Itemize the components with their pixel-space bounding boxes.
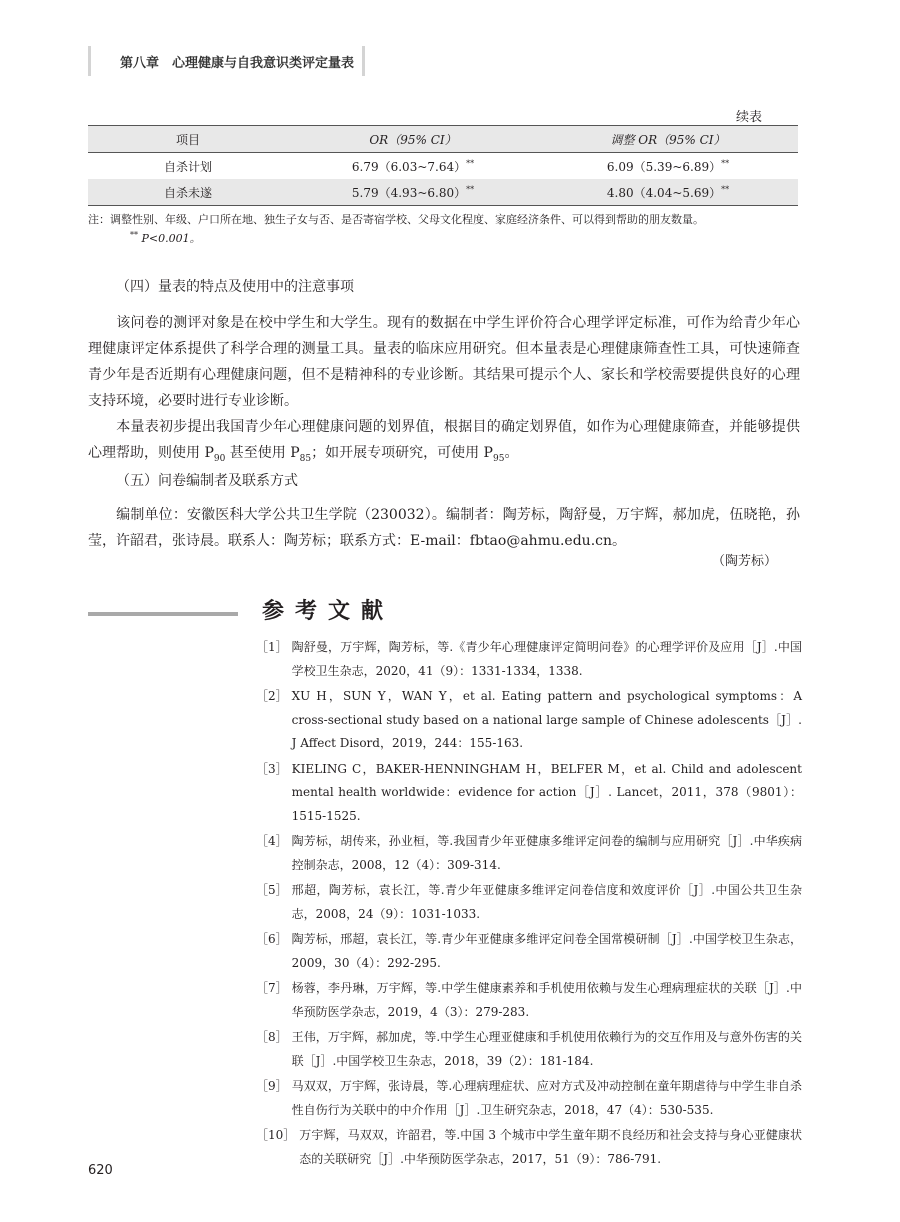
chapter-title: 第八章 心理健康与自我意识类评定量表 [120, 56, 355, 71]
reference-number: ［4］ [256, 834, 288, 848]
reference-text: 邢超，陶芳标，袁长江，等.青少年亚健康多维评定问卷信度和效度评价［J］.中国公共卫生杂志，2008，24（9）：1031-1033. [291, 883, 802, 921]
list-item [256, 830, 802, 877]
reference-number: ［2］ [256, 689, 288, 703]
reference-text: XU H，SUN Y，WAN Y，et al. Eating pattern and psychological symptoms：A cross-sectional study based on a national large sample of Chinese adolescents［J］. J Affect Disord，2019，244：155-163. [291, 689, 802, 750]
references-title: 参考文献 [262, 599, 395, 624]
reference-number: ［6］ [256, 932, 288, 946]
reference-number: ［3］ [256, 761, 288, 776]
list-item [256, 879, 802, 926]
reference-list [256, 636, 802, 1173]
section-4-paragraph-2: 本量表初步提出我国青少年心理健康问题的划界值，根据目的确定划界值，如作为心理健康筛查，并能够提供心理帮助，则使用 $P_{90}$ 甚至使用 $P_{85}$；如开展专项研究，可使用 $P_{95}$。 [88, 419, 800, 464]
list-item [256, 685, 802, 756]
table-header-row [88, 126, 798, 153]
table-note: 注：调整性别、年级、户口所在地、独生子女与否、是否寄宿学校、父母文化程度、家庭经济条件、可以得到帮助的朋友数量。 [88, 213, 704, 226]
column-header-or: OR（95% CI） [288, 126, 538, 153]
header-rule-left [88, 46, 91, 76]
reference-number: ［10］ [256, 1128, 296, 1142]
table-continued-label: 续表 [736, 110, 763, 125]
row-item: 自杀未遂 [88, 179, 288, 206]
reference-number: ［5］ [256, 883, 288, 897]
list-item [256, 1075, 802, 1122]
reference-text: 杨蓉，李丹琳，万宇辉，等.中学生健康素养和手机使用依赖与发生心理病理症状的关联［J］.中华预防医学杂志，2019，4（3）：279-283. [291, 981, 802, 1019]
reference-number: ［1］ [256, 640, 288, 654]
reference-text: 陶舒曼，万宇辉，陶芳标，等.《青少年心理健康评定简明问卷》的心理学评价及应用［J］.中国学校卫生杂志，2020，41（9）：1331-1334，1338. [291, 640, 802, 678]
row-or: 6.79（6.03~7.64）** [351, 158, 475, 174]
reference-text: 万宇辉，马双双，许韶君，等.中国 3 个城市中学生童年期不良经历和社会支持与身心亚健康状态的关联研究［J］.中华预防医学杂志，2017，51（9）：786-791. [299, 1128, 802, 1166]
row-or: 5.79（4.93~6.80）** [288, 179, 538, 206]
reference-text: 陶芳标，邢超，袁长江，等.青少年亚健康多维评定问卷全国常模研制［J］.中国学校卫生杂志，2009，30（4）：292-295. [291, 932, 802, 970]
table-row [88, 179, 798, 206]
reference-number: ［8］ [256, 1030, 288, 1044]
column-header-adjusted-or: 调整 OR（95% CI） [538, 126, 798, 153]
reference-number: ［7］ [256, 981, 288, 995]
page-number: 620 [88, 1163, 113, 1178]
section-4-paragraph-1: 该问卷的测评对象是在校中学生和大学生。现有的数据在中学生评价符合心理学评定标准，可作为给青少年心理健康评定体系提供了科学合理的测量工具。量表的临床应用研究。但本量表是心理健康筛查性工具，可快速筛查青少年是否近期有心理健康问题，但不是精神科的专业诊断。其结果可提示个人、家长和学校需要提供良好的心理支持环境，必要时进行专业诊断。 [88, 315, 800, 409]
section-author: （陶芳标） [712, 554, 778, 569]
reference-text: 王伟，万宇辉，郝加虎，等.中学生心理亚健康和手机使用依赖行为的交互作用及与意外伤害的关联［J］.中国学校卫生杂志，2018，39（2）：181-184. [291, 1030, 802, 1068]
row-item: 自杀计划 [163, 159, 212, 174]
reference-number: ［9］ [256, 1079, 288, 1093]
section-5-heading: （五）问卷编制者及联系方式 [116, 473, 298, 489]
table-row [88, 153, 798, 180]
list-item [256, 977, 802, 1024]
reference-text: 陶芳标，胡传来，孙业桓，等.我国青少年亚健康多维评定问卷的编制与应用研究［J］.中华疾病控制杂志，2008，12（4）：309-314. [291, 834, 802, 872]
header-rule-right [362, 46, 365, 76]
section-4-heading: （四）量表的特点及使用中的注意事项 [116, 279, 354, 295]
list-item [256, 636, 802, 683]
odds-ratio-table [88, 125, 798, 206]
list-item [256, 758, 802, 829]
references-divider [88, 612, 238, 616]
list-item [256, 928, 802, 975]
reference-text: KIELING C，BAKER-HENNINGHAM H，BELFER M，et al. Child and adolescent mental health worldwide：evidence for action［J］. Lancet，2011，378（9801）：1515-1525. [291, 761, 802, 823]
table-note-significance: ** P<0.001。 [130, 230, 201, 245]
column-header-item: 项目 [88, 126, 288, 153]
list-item [256, 1124, 802, 1171]
reference-text: 马双双，万宇辉，张诗晨，等.心理病理症状、应对方式及冲动控制在童年期虐待与中学生非自杀性自伤行为关联中的中介作用［J］.卫生研究杂志，2018，47（4）：530-535. [291, 1079, 802, 1117]
list-item [256, 1026, 802, 1073]
row-adjusted-or: 4.80（4.04~5.69）** [538, 179, 798, 206]
row-adjusted-or: 6.09（5.39~6.89）** [606, 158, 730, 174]
section-5-paragraph: 编制单位：安徽医科大学公共卫生学院（230032）。编制者：陶芳标，陶舒曼，万宇辉，郝加虎，伍晓艳，孙莹，许韶君，张诗晨。联系人：陶芳标；联系方式：E-mail：fbtao@ahmu.edu.cn。 [88, 507, 800, 549]
